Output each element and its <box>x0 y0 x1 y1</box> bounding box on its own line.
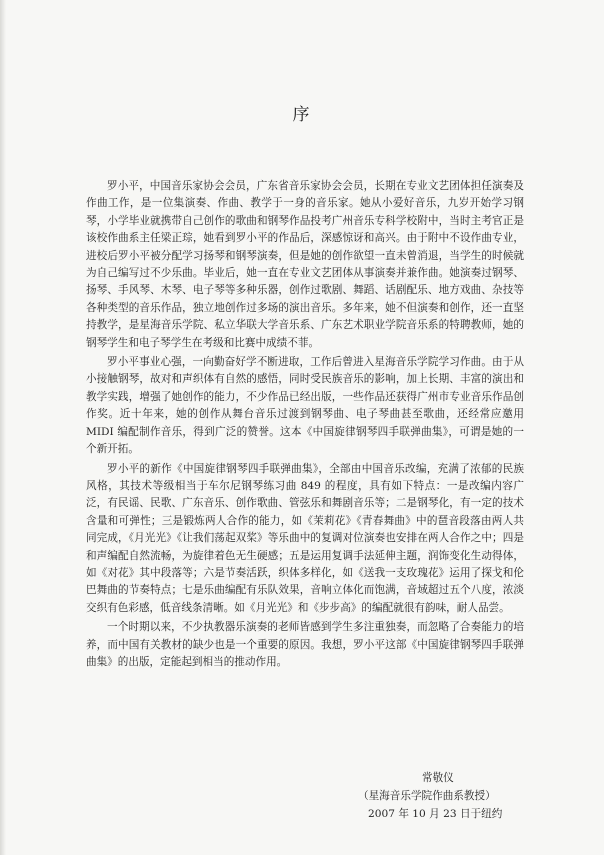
paragraph-3: 罗小平的新作《中国旋律钢琴四手联弹曲集》，全部由中国音乐改编，充满了浓郁的民族风格，其技术等级相当于车尔尼钢琴练习曲 849 的程度，具有如下特点：一是改编内容广泛，有民谣、民歌、广东音乐、创作歌曲、管弦乐和舞剧音乐等；二是钢琴化，有一定的技术含量和可弹性；三是锻炼两人合作的能力，如《茉莉花》《青春舞曲》中的琶音段落由两人共同完成，《月光光》《让我们荡起双桨》等乐曲中的复调对位演奏也安排在两人合作之中；四是和声编配自然流畅，为旋律着色无生硬感；五是运用复调手法延伸主题，润饰变化生动得体，如《对花》其中段落等；六是节奏活跃，织体多样化，如《送我一支玫瑰花》运用了探戈和伦巴舞曲的节奏特点；七是乐曲编配有乐队效果，音响立体化而饱满，音域超过五个八度，浓淡交织有色彩感，低音线条清晰。如《月光光》和《步步高》的编配就很有韵味，耐人品尝。 <box>86 462 524 614</box>
page-title: 序 <box>292 105 312 125</box>
signature-block <box>350 769 550 823</box>
author-name: 常敬仪 <box>422 772 454 784</box>
paragraph-1: 罗小平，中国音乐家协会会员，广东省音乐家协会会员，长期在专业文艺团体担任演奏及作曲工作，是一位集演奏、作曲、教学于一身的音乐家。她从小爱好音乐，九岁开始学习钢琴，小学毕业就携带自己创作的歌曲和钢琴作品投考广州音乐专科学校附中，当时主考官正是该校作曲系主任梁正琮，她看到罗小平的作品后，深感惊讶和高兴。由于附中不设作曲专业，进校后罗小平被分配学习扬琴和钢琴演奏，但是她的创作欲望一直未曾消退，当学生的时候就为自己编写过不少乐曲。毕业后，她一直在专业文艺团体从事演奏并兼作曲。她演奏过钢琴、扬琴、手风琴、木琴、电子琴等多种乐器，创作过歌剧、舞蹈、话剧配乐、地方戏曲、杂技等各种类型的音乐作品，独立地创作过多场的演出音乐。多年来，她不但演奏和创作，还一直坚持教学，是星海音乐学院、私立华联大学音乐系、广东艺术职业学院音乐系的特聘教师，她的钢琴学生和电子琴学生在考级和比赛中成绩不菲。 <box>86 180 524 349</box>
signature-date: 2007 年 10 月 23 日于纽约 <box>368 808 503 820</box>
paragraph-2: 罗小平事业心强，一向勤奋好学不断进取，工作后曾进入星海音乐学院学习作曲。由于从小接触钢琴，故对和声织体有自然的感悟，同时受民族音乐的影响，加上长期、丰富的演出和教学实践，增强了她创作的能力，不少作品已经出版，一些作品还获得广州市专业音乐作品创作奖。近十年来，她的创作从舞台音乐过渡到钢琴曲、电子琴曲甚至歌曲，还经常应邀用 MIDI 编配制作音乐，得到广泛的赞誉。这本《中国旋律钢琴四手联弹曲集》，可谓是她的一个新开拓。 <box>86 356 524 456</box>
preface-body <box>86 178 524 673</box>
page-fold-shadow <box>0 0 6 855</box>
paragraph-4: 一个时期以来，不少执教器乐演奏的老师皆感到学生多注重独奏，而忽略了合奏能力的培养，而中国有关教材的缺少也是一个重要的原因。我想，罗小平这部《中国旋律钢琴四手联弹曲集》的出版，定能起到相当的推动作用。 <box>86 621 524 668</box>
author-affiliation: （星海音乐学院作曲系教授） <box>358 790 496 802</box>
